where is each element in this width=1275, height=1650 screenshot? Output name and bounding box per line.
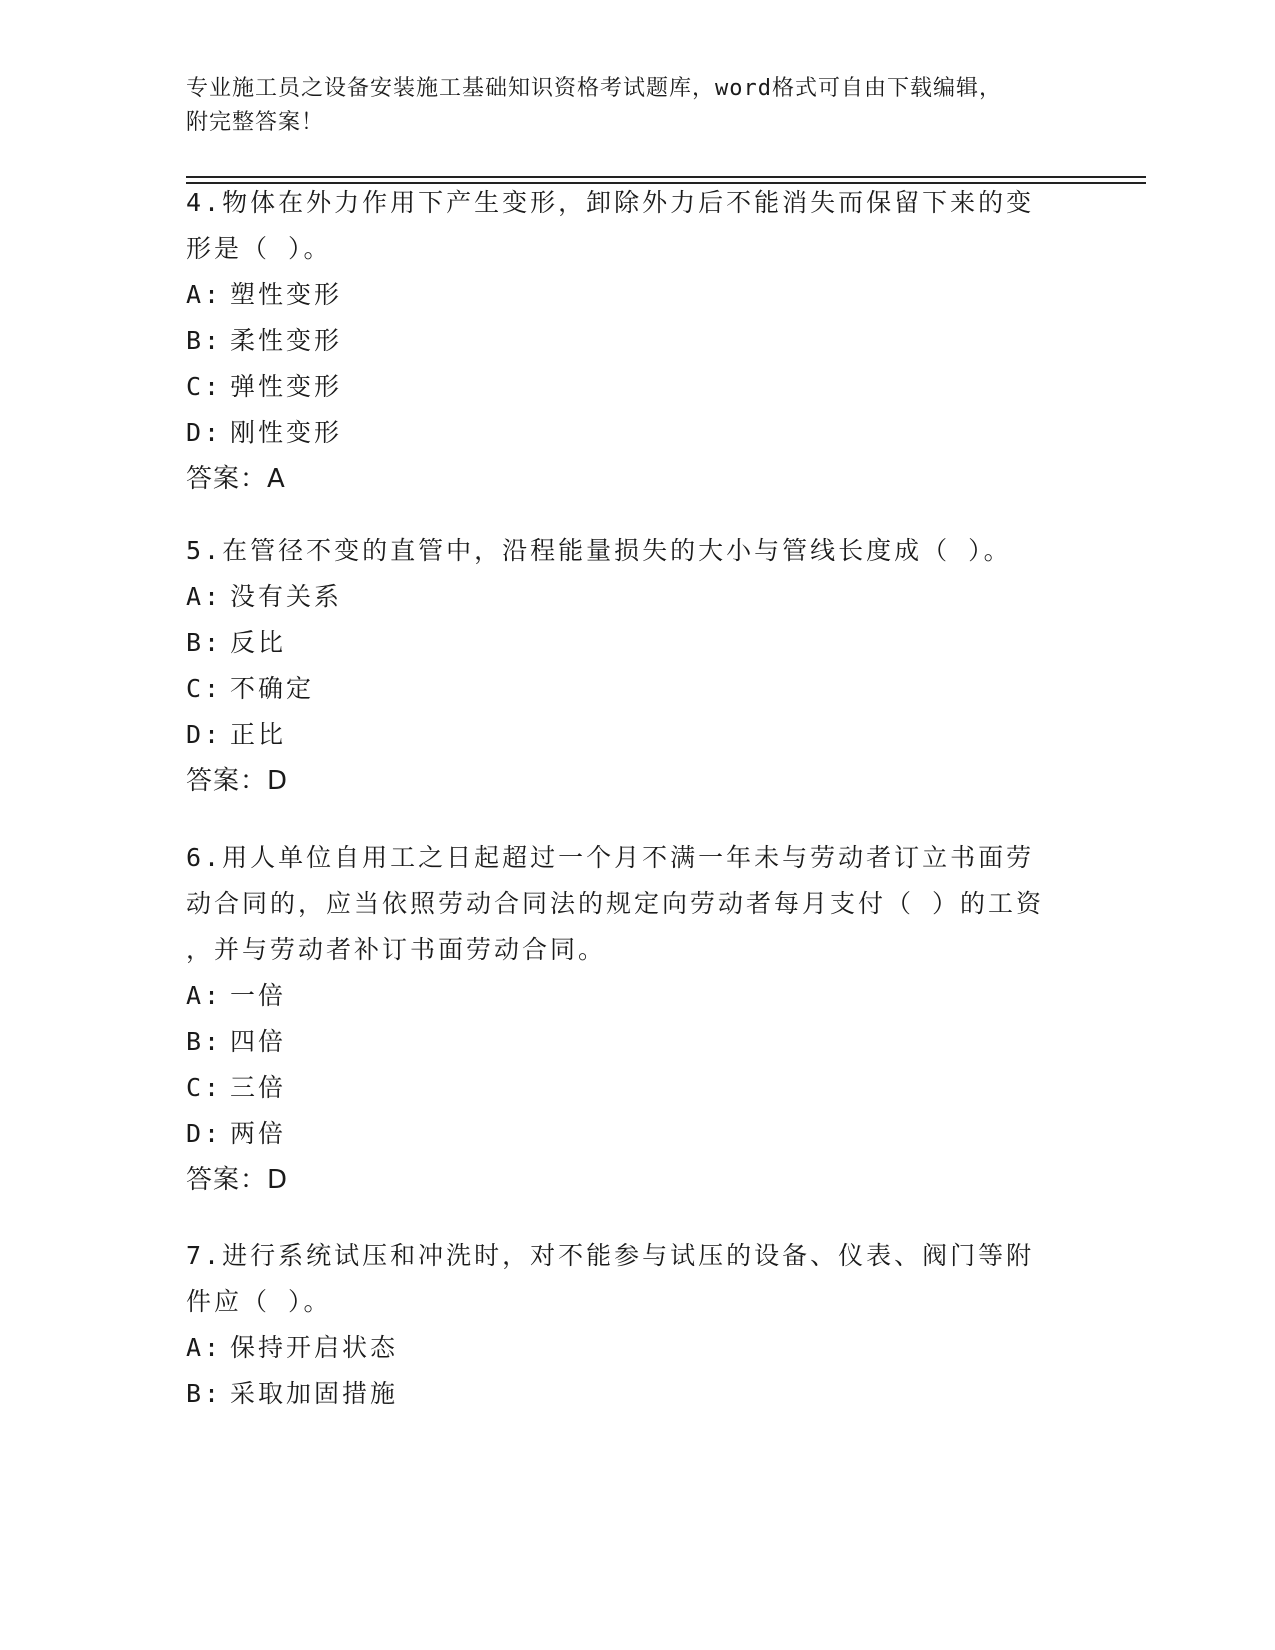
- question-line: 4.物体在外力作用下产生变形，卸除外力后不能消失而保留下来的变: [186, 188, 1035, 217]
- option-letter: A:: [186, 1333, 223, 1362]
- question-text: [186, 835, 1086, 973]
- option-text: 没有关系: [230, 582, 343, 611]
- option-a: [186, 973, 1086, 1019]
- option-letter: C:: [186, 674, 223, 703]
- option-letter: A:: [186, 582, 223, 611]
- option-text: 塑性变形: [230, 280, 343, 309]
- option-a: [186, 574, 1086, 620]
- option-b: [186, 620, 1086, 666]
- option-text: 正比: [230, 720, 287, 749]
- option-d: [186, 1111, 1086, 1157]
- answer-line: 答案：D: [186, 766, 289, 796]
- option-letter: B:: [186, 1027, 223, 1056]
- header-line-2: 附完整答案！: [186, 110, 325, 135]
- question-text: [186, 528, 1086, 574]
- header-divider-top: [186, 176, 1146, 178]
- option-letter: D:: [186, 418, 223, 447]
- option-d: [186, 712, 1086, 758]
- option-text: 四倍: [230, 1027, 287, 1056]
- option-text: 刚性变形: [230, 418, 343, 447]
- option-c: [186, 666, 1086, 712]
- question-5: [186, 528, 1086, 804]
- option-text: 一倍: [230, 981, 287, 1010]
- question-line: 形是（ ）。: [186, 234, 332, 263]
- question-7: [186, 1233, 1086, 1417]
- option-letter: C:: [186, 1073, 223, 1102]
- option-text: 三倍: [230, 1073, 287, 1102]
- option-text: 保持开启状态: [230, 1333, 399, 1362]
- option-letter: A:: [186, 280, 223, 309]
- answer-line: 答案：D: [186, 1165, 289, 1195]
- question-line: 动合同的，应当依照劳动合同法的规定向劳动者每月支付（ ）的工资: [186, 889, 1045, 918]
- option-letter: D:: [186, 720, 223, 749]
- option-letter: A:: [186, 981, 223, 1010]
- option-d: [186, 410, 1086, 456]
- question-6: [186, 835, 1086, 1203]
- option-a: [186, 1325, 1086, 1371]
- option-c: [186, 364, 1086, 410]
- option-c: [186, 1065, 1086, 1111]
- option-b: [186, 318, 1086, 364]
- question-line: 件应（ ）。: [186, 1287, 332, 1316]
- option-letter: B:: [186, 326, 223, 355]
- option-letter: C:: [186, 372, 223, 401]
- question-line: 5.在管径不变的直管中，沿程能量损失的大小与管线长度成（ ）。: [186, 536, 1012, 565]
- option-text: 反比: [230, 628, 287, 657]
- question-line: ，并与劳动者补订书面劳动合同。: [186, 935, 607, 964]
- option-text: 不确定: [230, 674, 315, 703]
- question-line: 6.用人单位自用工之日起超过一个月不满一年未与劳动者订立书面劳: [186, 843, 1035, 872]
- question-text: [186, 180, 1086, 272]
- option-letter: B:: [186, 628, 223, 657]
- question-line: 7.进行系统试压和冲洗时，对不能参与试压的设备、仪表、阀门等附: [186, 1241, 1035, 1270]
- document-header: [186, 72, 1086, 140]
- option-b: [186, 1019, 1086, 1065]
- option-letter: B:: [186, 1379, 223, 1408]
- option-text: 弹性变形: [230, 372, 343, 401]
- option-b: [186, 1371, 1086, 1417]
- question-text: [186, 1233, 1086, 1325]
- answer-line: 答案：A: [186, 464, 286, 494]
- option-letter: D:: [186, 1119, 223, 1148]
- option-text: 两倍: [230, 1119, 287, 1148]
- question-4: [186, 180, 1086, 502]
- header-line-1: 专业施工员之设备安装施工基础知识资格考试题库，word格式可自由下载编辑，: [186, 76, 1002, 101]
- option-text: 柔性变形: [230, 326, 343, 355]
- option-text: 采取加固措施: [230, 1379, 399, 1408]
- option-a: [186, 272, 1086, 318]
